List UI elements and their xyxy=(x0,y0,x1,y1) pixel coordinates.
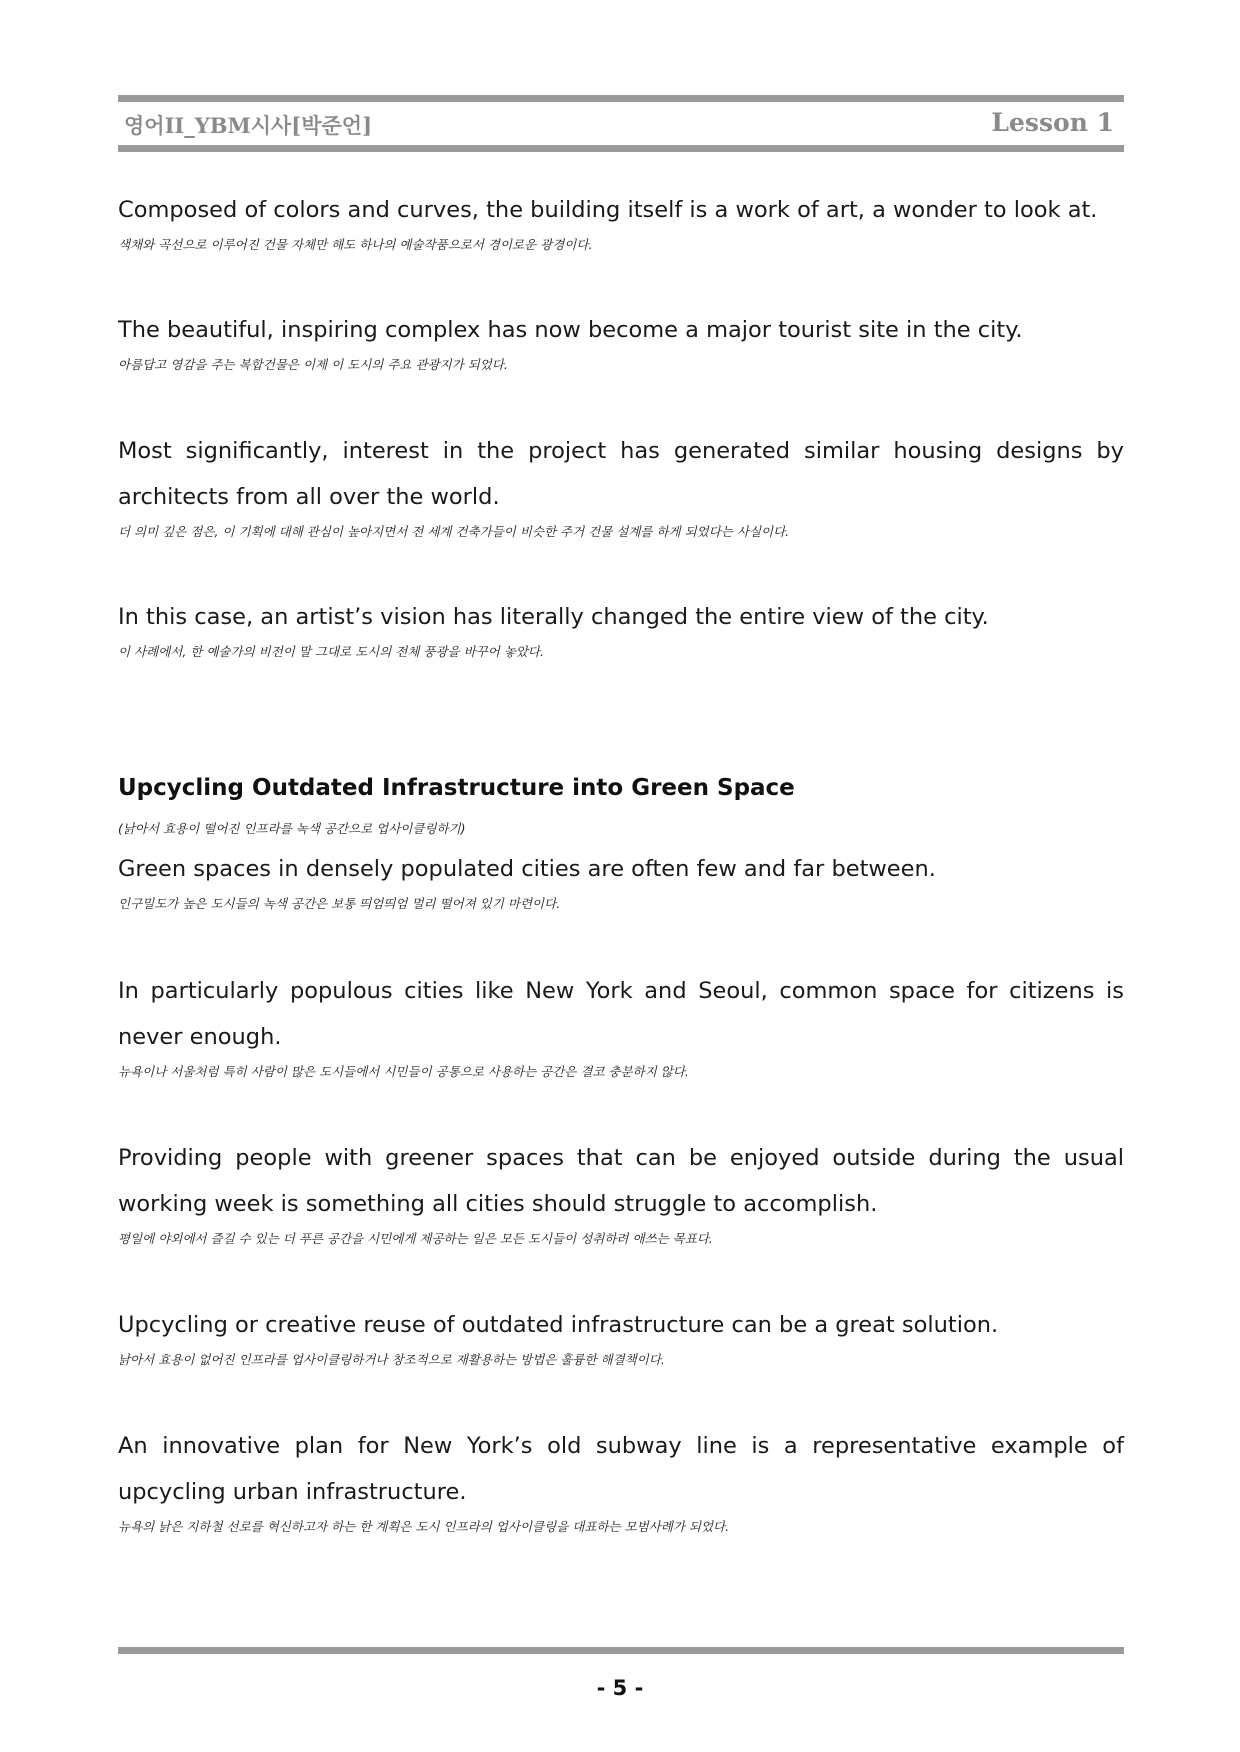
header-rule-bottom xyxy=(118,145,1124,152)
english-sentence: Green spaces in densely populated cities are often few and far between. xyxy=(118,856,936,882)
footer-rule xyxy=(118,1647,1124,1654)
paragraph xyxy=(118,846,1124,914)
korean-translation: 색채와 곡선으로 이루어진 건물 자체만 해도 하나의 예술작품으로서 경이로운 광경이다. xyxy=(118,237,593,252)
english-sentence: Composed of colors and curves, the building itself is a work of art, a wonder to look at. xyxy=(118,197,1098,223)
paragraph xyxy=(118,968,1124,1082)
english-sentence: In particularly populous cities like New York and Seoul, common space for citizens is never enough. xyxy=(118,978,1124,1050)
section-subtitle: (낡아서 효용이 떨어진 인프라를 녹색 공간으로 업사이클링하기) xyxy=(118,821,466,836)
paragraph xyxy=(118,1423,1124,1537)
header-rule-top xyxy=(118,95,1124,102)
page-number: - 5 - xyxy=(596,1676,644,1700)
paragraph xyxy=(118,1135,1124,1249)
english-sentence: The beautiful, inspiring complex has now become a major tourist site in the city. xyxy=(118,317,1023,343)
korean-translation: 인구밀도가 높은 도시들의 녹색 공간은 보통 띄엄띄엄 멀리 떨어져 있기 마련이다. xyxy=(118,896,561,911)
paragraph xyxy=(118,187,1124,255)
korean-translation: 이 사례에서, 한 예술가의 비전이 말 그대로 도시의 전체 풍광을 바꾸어 놓았다. xyxy=(118,644,544,659)
paragraph xyxy=(118,307,1124,375)
english-sentence: In this case, an artist’s vision has literally changed the entire view of the city. xyxy=(118,604,989,630)
paragraph xyxy=(118,594,1124,662)
header-lesson-label: Lesson 1 xyxy=(991,108,1114,137)
korean-translation: 뉴욕의 낡은 지하철 선로를 혁신하고자 하는 한 계획은 도시 인프라의 업사이클링을 대표하는 모범사례가 되었다. xyxy=(118,1519,730,1534)
korean-translation: 뉴욕이나 서울처럼 특히 사람이 많은 도시들에서 시민들이 공통으로 사용하는 공간은 결코 충분하지 않다. xyxy=(118,1064,689,1079)
paragraph xyxy=(118,428,1124,542)
section-title: Upcycling Outdated Infrastructure into Green Space xyxy=(118,775,795,801)
paragraph xyxy=(118,1302,1124,1370)
korean-translation: 아름답고 영감을 주는 복합건물은 이제 이 도시의 주요 관광지가 되었다. xyxy=(118,357,508,372)
korean-translation: 평일에 야외에서 즐길 수 있는 더 푸른 공간을 시민에게 제공하는 일은 모든 도시들이 성취하려 애쓰는 목표다. xyxy=(118,1231,713,1246)
english-sentence: Providing people with greener spaces that can be enjoyed outside during the usual working week is something all cities should struggle to accomplish. xyxy=(118,1145,1124,1217)
header-course-title: 영어II_YBM시사[박준언] xyxy=(124,113,373,138)
english-sentence: An innovative plan for New York’s old subway line is a representative example of upcycling urban infrastructure. xyxy=(118,1433,1124,1505)
english-sentence: Most significantly, interest in the project has generated similar housing designs by architects from all over the world. xyxy=(118,438,1124,510)
english-sentence: Upcycling or creative reuse of outdated infrastructure can be a great solution. xyxy=(118,1312,999,1338)
korean-translation: 더 의미 깊은 점은, 이 기획에 대해 관심이 높아지면서 전 세계 건축가들이 비슷한 주거 건물 설계를 하게 되었다는 사실이다. xyxy=(118,524,790,539)
section-heading xyxy=(118,775,1124,837)
korean-translation: 낡아서 효용이 없어진 인프라를 업사이클링하거나 창조적으로 재활용하는 방법은 훌륭한 해결책이다. xyxy=(118,1352,665,1367)
